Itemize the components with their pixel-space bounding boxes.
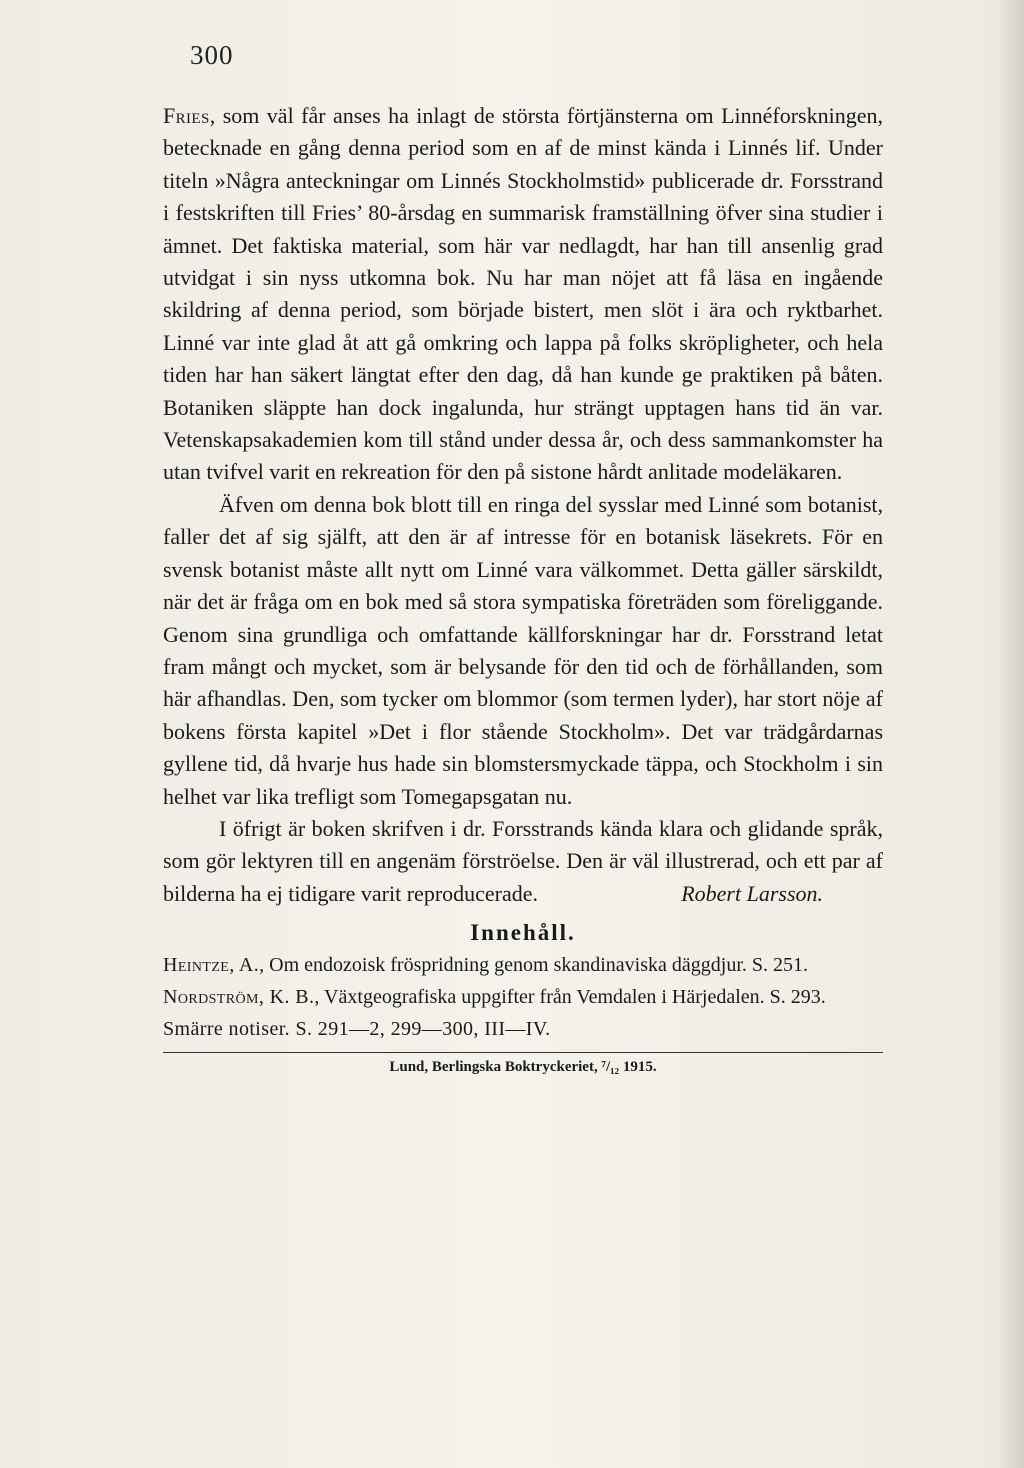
- contents-author-nordstrom: Nordström, K. B.: [163, 986, 315, 1009]
- contents-entry-heintze: [163, 950, 883, 980]
- contents-author-heintze: Heintze, A.: [163, 954, 260, 977]
- contents-text-notiser: Smärre notiser. S. 291—2, 299—300, III—IV.: [163, 1018, 551, 1041]
- contents-entry-notiser: [163, 1014, 883, 1044]
- printer-imprint: Lund, Berlingska Boktryckeriet, ⁷/₁₂ 1915.: [389, 1059, 657, 1076]
- paragraph-1-text: , som väl får anses ha inlagt de största förtjänsterna om Linnéforskningen, betecknade en gång denna period som en af de minst kända i Linnés lif. Under titeln »Några anteckningar om Linnés Stockholmstid» publicerade dr. Forsstrand i festskriften till Fries’ 80-årsdag en summarisk framställning öfver sina studier i ämnet. Det faktiska material, som här var nedlagdt, har han till ansenlig grad utvidgat i sin nyss utkomna bok. Nu har man nöjet att få läsa en ingående skildring af denna period, som började bistert, men slöt i ära och ryktbarhet. Linné var inte glad åt att gå omkring och lappa på folks skröpligheter, och hela tiden har han säkert längtat efter den dag, då han kunde ge praktiken på båten. Botaniken släppte han dock ingalunda, hur strängt upptagen hans tid än var. Vetenskapsakademien kom till stånd under dessa år, och dess sammankomster ha utan tvifvel varit en rekreation för den på sistone hårdt anlitade modeläkaren.: [163, 103, 883, 485]
- page-number: 300: [190, 40, 234, 70]
- author-lead-fries: Fries: [163, 103, 210, 128]
- paragraph-3: [163, 813, 883, 910]
- contents-title: Innehåll.: [470, 920, 576, 946]
- contents-text-heintze: , Om endozoisk fröspridning genom skandinaviska däggdjur. S. 251.: [259, 954, 808, 977]
- paragraph-2: [163, 489, 883, 813]
- contents-text-nordstrom: , Växtgeografiska uppgifter från Vemdalen i Härjedalen. S. 293.: [314, 986, 826, 1009]
- paragraph-1: [163, 100, 883, 489]
- article-body: [163, 100, 883, 1076]
- review-signature: Robert Larsson.: [681, 880, 823, 906]
- page-edge-shadow: [996, 0, 1024, 1468]
- paragraph-3-text: I öfrigt är boken skrifven i dr. Forsstrands kända klara och glidande språk, som gör lektyren till en angenäm förströelse. Den är väl illustrerad, och ett par af bilderna ha ej tidigare varit reproducerade.: [163, 815, 883, 906]
- contents-entry-nordstrom: [163, 982, 883, 1012]
- imprint-rule: [163, 1052, 883, 1053]
- paragraph-2-text: Äfven om denna bok blott till en ringa del sysslar med Linné som botanist, faller det af sig själft, att den är af intresse för en botanisk läsekrets. För en svensk botanist måste allt nytt om Linné vara välkommet. Detta gäller särskildt, när det är fråga om en bok med så stora sympatiska företräden som föreliggande. Genom sina grundliga och omfattande källforskningar har dr. Forsstrand letat fram mångt och mycket, som är belysande för den tid och de förhållanden, som här afhandlas. Den, som tycker om blommor (som termen lyder), har stort nöje af bokens första kapitel »Det i flor stående Stockholm». Det var trädgårdarnas gyllene tid, då hvarje hus hade sin blomstersmyckade täppa, och Stockholm i sin helhet var lika trefligt som Tomegapsgatan nu.: [163, 491, 883, 809]
